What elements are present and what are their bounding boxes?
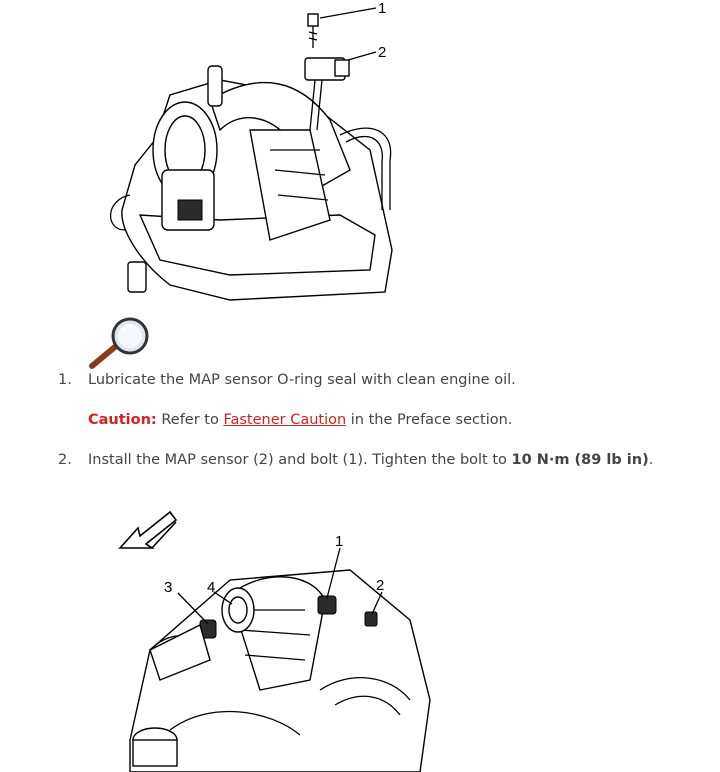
figure2-callout-4: 4 — [207, 579, 216, 596]
figure2-callout-3: 3 — [164, 579, 173, 596]
figure1-callout-2: 2 — [378, 44, 387, 61]
step-1 — [58, 370, 516, 390]
step-2-text: Install the MAP sensor (2) and bolt (1). Tighten the bolt to — [88, 452, 512, 468]
step-1-number: 1. — [58, 372, 72, 388]
caution-note — [88, 410, 512, 430]
figure1-callout-1: 1 — [378, 0, 387, 17]
caution-label: Caution: — [88, 412, 157, 428]
intake-manifold-illustration — [100, 0, 400, 310]
engine-top-illustration — [110, 500, 440, 772]
arrow-left-icon — [120, 512, 176, 548]
step-2-text-after: . — [648, 452, 654, 468]
fastener-caution-link[interactable]: Fastener Caution — [223, 412, 347, 428]
figure2-callout-1: 1 — [335, 533, 344, 550]
magnifier-icon[interactable] — [86, 316, 158, 372]
caution-text-before: Refer to — [156, 412, 224, 428]
step-1-text: Lubricate the MAP sensor O-ring seal with clean engine oil. — [88, 372, 516, 388]
figure2-callout-2: 2 — [376, 577, 385, 594]
step-2 — [58, 450, 653, 470]
torque-spec: 10 N·m (89 lb in) — [511, 452, 649, 468]
caution-text-after: in the Preface section. — [346, 412, 513, 428]
step-2-number: 2. — [58, 452, 72, 468]
